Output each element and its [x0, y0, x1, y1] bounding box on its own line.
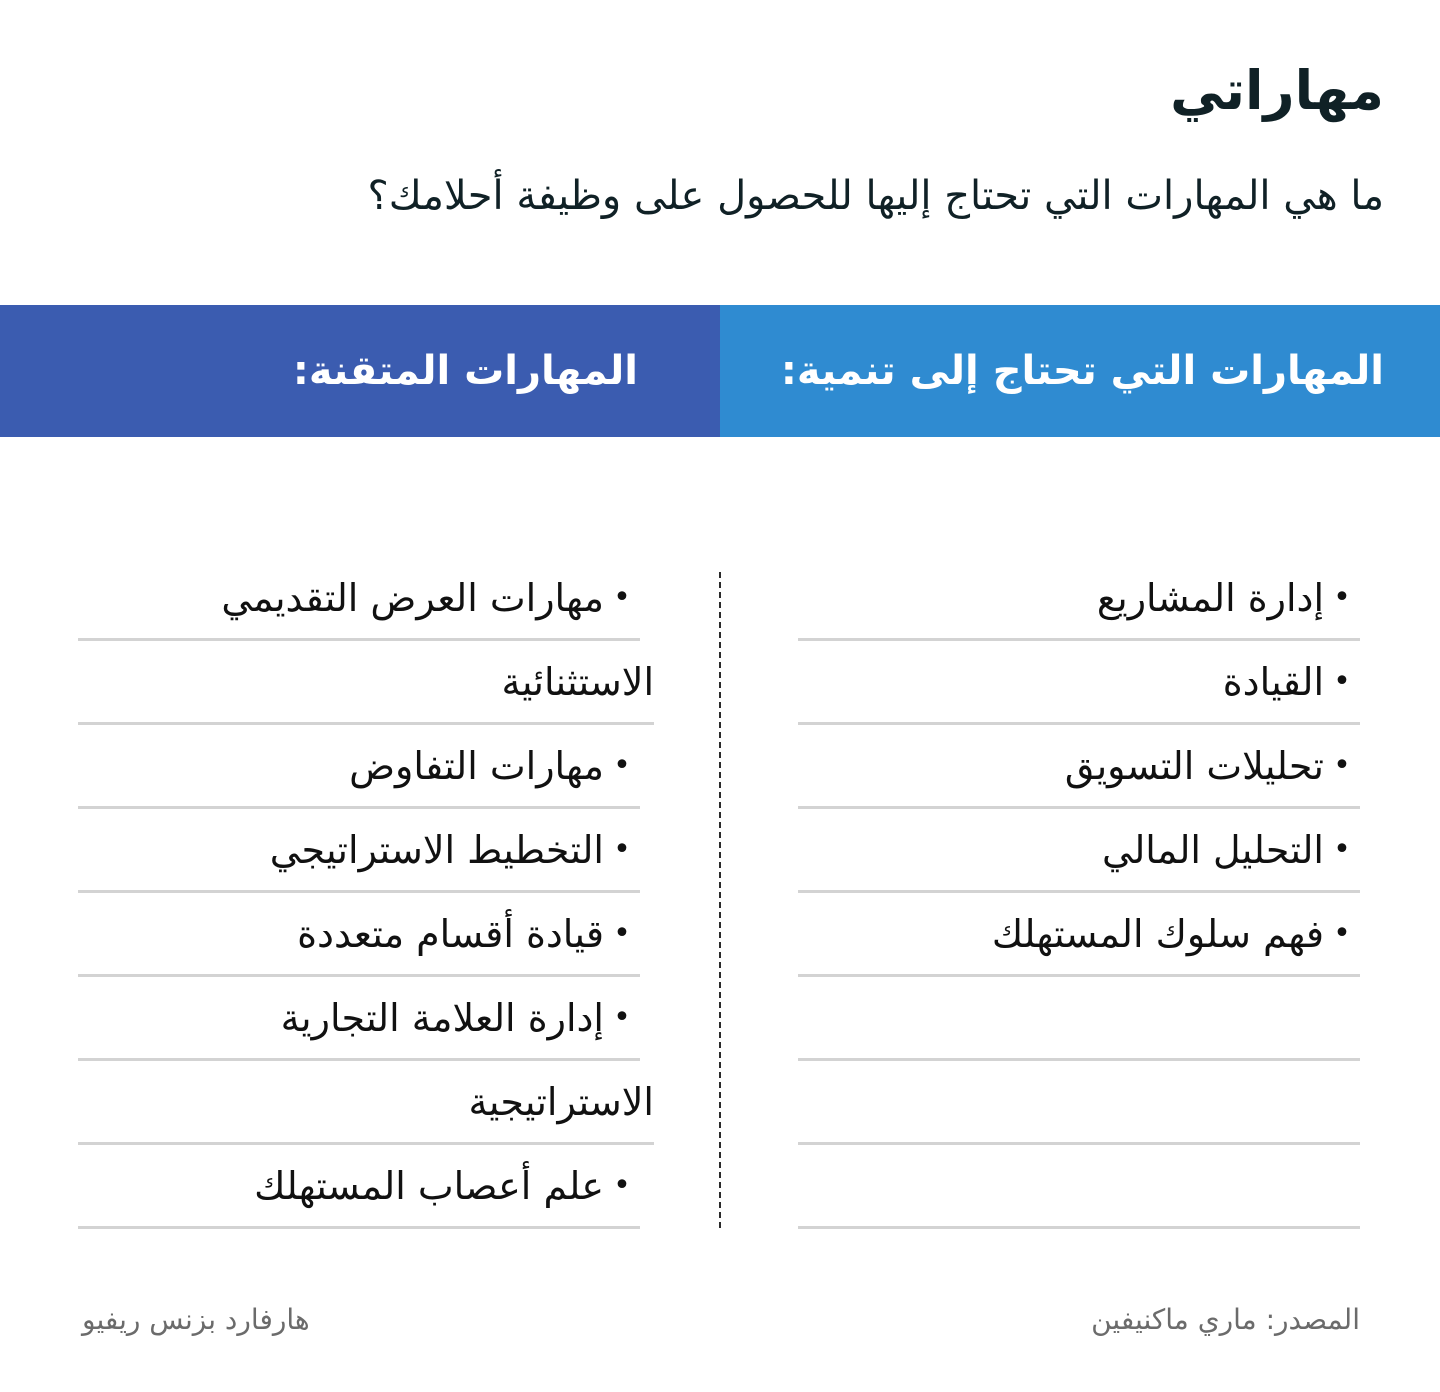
list-item — [798, 893, 1360, 977]
list-item — [78, 893, 640, 977]
list-item-text: إدارة العلامة التجارية — [280, 995, 604, 1040]
list-item — [798, 557, 1360, 641]
list-item-continuation — [78, 641, 654, 725]
publisher-credit: هارفارد بزنس ريفيو — [82, 1303, 310, 1336]
list-item-text: الاستراتيجية — [468, 1079, 654, 1124]
list-item — [78, 557, 640, 641]
list-item-text: التخطيط الاستراتيجي — [269, 827, 604, 872]
list-item-text: مهارات التفاوض — [349, 743, 604, 788]
skills-to-develop-list — [798, 557, 1360, 1229]
header-mastered-skills — [0, 305, 720, 437]
bullet: • — [613, 748, 631, 783]
page-subtitle: ما هي المهارات التي تحتاج إليها للحصول على وظيفة أحلامك؟ — [367, 173, 1384, 219]
list-item — [798, 725, 1360, 809]
list-item-text: مهارات العرض التقديمي — [221, 575, 604, 620]
bullet: • — [1333, 580, 1351, 615]
header-skills-to-develop-label: المهارات التي تحتاج إلى تنمية: — [780, 348, 1384, 394]
bullet: • — [613, 1168, 631, 1203]
mastered-skills-list — [78, 557, 654, 1229]
header-skills-to-develop — [720, 305, 1440, 437]
list-item — [78, 977, 640, 1061]
list-item-text: قيادة أقسام متعددة — [297, 911, 604, 956]
list-item — [798, 809, 1360, 893]
list-item-text: فهم سلوك المستهلك — [991, 911, 1324, 956]
list-item — [78, 809, 640, 893]
list-item — [78, 725, 640, 809]
page-title: مهاراتي — [1170, 59, 1384, 122]
column-divider — [719, 572, 721, 1228]
bullet: • — [613, 580, 631, 615]
list-item-text: إدارة المشاريع — [1096, 575, 1324, 620]
column-header-band — [0, 305, 1440, 437]
bullet: • — [1333, 748, 1351, 783]
bullet: • — [613, 832, 631, 867]
list-item-empty — [798, 977, 1360, 1061]
header-mastered-skills-label: المهارات المتقنة: — [292, 348, 638, 394]
list-item-empty — [798, 1061, 1360, 1145]
bullet: • — [1333, 916, 1351, 951]
list-item-text: علم أعصاب المستهلك — [254, 1163, 604, 1208]
bullet: • — [613, 916, 631, 951]
source-credit: المصدر: ماري ماكنيفين — [1091, 1303, 1360, 1336]
list-item-text: التحليل المالي — [1102, 827, 1324, 872]
bullet: • — [613, 1000, 631, 1035]
bullet: • — [1333, 664, 1351, 699]
list-item-text: الاستثنائية — [501, 659, 654, 704]
list-item-continuation — [78, 1061, 654, 1145]
list-item — [78, 1145, 640, 1229]
list-item-text: تحليلات التسويق — [1064, 743, 1324, 788]
list-item — [798, 641, 1360, 725]
list-item-text: القيادة — [1222, 659, 1324, 704]
list-item-empty — [798, 1145, 1360, 1229]
bullet: • — [1333, 832, 1351, 867]
